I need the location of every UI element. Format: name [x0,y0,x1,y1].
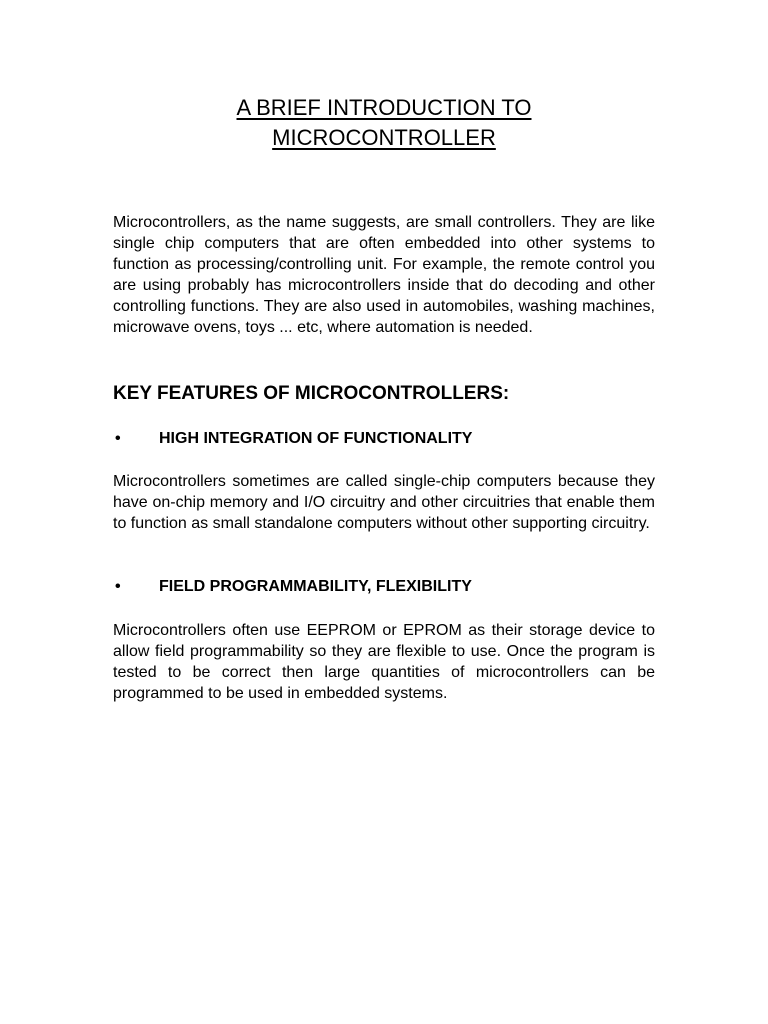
title-line-2: MICROCONTROLLER [272,125,496,150]
intro-paragraph: Microcontrollers, as the name suggests, are small controllers. They are like single chip computers that are often embedded into other systems to function as processing/controlling unit. For example, the remote control you are using probably has microcontrollers inside that do decoding and other controlling functions. They are also used in automobiles, washing machines, microwave ovens, toys ... etc, where automation is needed. [113,214,655,336]
section-heading: KEY FEATURES OF MICROCONTROLLERS: [113,383,510,404]
feature-paragraph: Microcontrollers sometimes are called single-chip computers because they have on-chip memory and I/O circuitry and other circuitries that enable them to function as small standalone computers without other supporting circuitry. [113,473,655,532]
feature-paragraph: Microcontrollers often use EEPROM or EPROM as their storage device to allow field programmability so they are flexible to use. Once the program is tested to be correct then large quantities of microcontrollers can be programmed to be used in embedded systems. [113,622,655,702]
feature-heading: FIELD PROGRAMMABILITY, FLEXIBILITY [159,578,472,595]
document-title [0,93,768,153]
bullet-icon: • [115,430,121,447]
bullet-icon: • [115,578,121,595]
feature-heading: HIGH INTEGRATION OF FUNCTIONALITY [159,430,473,447]
title-line-1: A BRIEF INTRODUCTION TO [236,95,532,120]
